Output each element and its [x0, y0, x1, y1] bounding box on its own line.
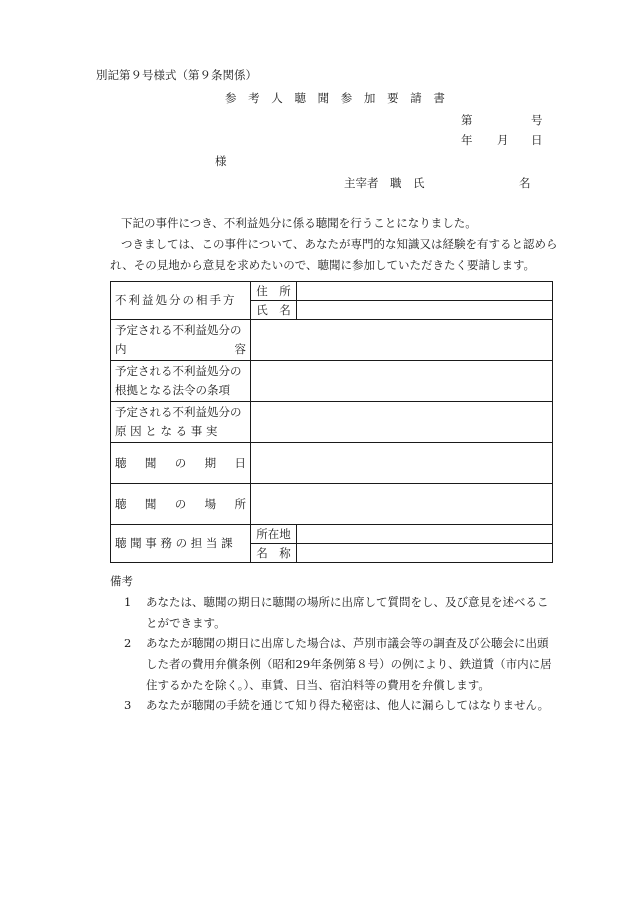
place-label-char: 場 — [204, 496, 217, 511]
remark-number: 2 — [124, 636, 132, 650]
office-name-field[interactable] — [297, 544, 553, 563]
hearing-info-table — [110, 281, 553, 563]
content-label-line-2 — [115, 340, 246, 359]
remark-item — [124, 633, 554, 696]
office-label-cell — [111, 525, 251, 563]
organizer-title: 主宰者 職 氏 — [344, 176, 425, 190]
party-address-field[interactable] — [297, 282, 553, 301]
document-number-suffix: 号 — [531, 113, 543, 127]
date-label-char: 聞 — [144, 455, 157, 470]
cause-label-cell — [111, 402, 251, 443]
office-name-label: 名 称 — [251, 544, 297, 563]
party-label-cell — [111, 282, 251, 320]
cause-field[interactable] — [251, 402, 553, 443]
date-day-label: 日 — [531, 133, 543, 147]
remark-text: あなたは、聴聞の期日に聴聞の場所に出席して質問をし、及び意見を述べることができます。 — [146, 595, 549, 630]
content-label-char-1: 内 — [115, 342, 127, 356]
place-label-char: 所 — [234, 496, 246, 511]
hearing-date-label — [115, 454, 246, 473]
hearing-place-label — [115, 495, 246, 514]
organizer-name-suffix: 名 — [519, 176, 531, 190]
office-label: 聴 聞 事 務 の 担 当 課 — [115, 536, 233, 550]
content-label-char-2: 容 — [234, 342, 246, 356]
party-label: 不利益処分の相手方 — [115, 293, 237, 307]
date-label-char: 聴 — [115, 455, 127, 470]
remark-item — [124, 695, 554, 716]
place-label-cell — [111, 484, 251, 525]
form-reference: 別記第９号様式（第９条関係） — [96, 68, 257, 82]
basis-label-cell — [111, 361, 251, 402]
remark-text: あなたが聴聞の期日に出席した場合は、芦別市議会等の調査及び公聴会に出頭した者の費用弁償条例（昭和29年条例第８号）の例により、鉄道賃（市内に居住するかたを除く。）、車賃、日当、宿泊料等の費用を弁償します。 — [146, 636, 552, 692]
content-label-line-1: 予定される不利益処分の — [115, 323, 242, 337]
remark-number: 3 — [124, 698, 132, 712]
place-label-char: 聴 — [115, 496, 127, 511]
remark-text: あなたが聴聞の手続を通じて知り得た秘密は、他人に漏らしてはなりません。 — [146, 698, 550, 712]
date-label-cell — [111, 443, 251, 484]
body-paragraph-2-line-1: つきましては、この事件について、あなたが専門的な知識又は経験を有すると認めら — [121, 237, 558, 251]
remark-item — [124, 592, 554, 634]
date-month-label: 月 — [497, 133, 509, 147]
content-field[interactable] — [251, 320, 553, 361]
date-label-char: 期 — [204, 455, 217, 470]
hearing-place-field[interactable] — [251, 484, 553, 525]
date-year-label: 年 — [461, 133, 473, 147]
hearing-date-field[interactable] — [251, 443, 553, 484]
cause-label-line-2: 原 因 と な る 事 実 — [115, 424, 218, 438]
party-address-label: 住 所 — [251, 282, 297, 301]
remarks-heading: 備考 — [110, 574, 133, 588]
recipient-honorific: 様 — [215, 154, 227, 168]
basis-field[interactable] — [251, 361, 553, 402]
office-location-label: 所在地 — [251, 525, 297, 544]
party-name-field[interactable] — [297, 301, 553, 320]
basis-label-line-1: 予定される不利益処分の — [115, 364, 242, 378]
basis-label-line-2: 根拠となる法令の条項 — [115, 383, 230, 397]
body-paragraph-1: 下記の事件につき、不利益処分に係る聴聞を行うことになりました。 — [121, 216, 477, 230]
place-label-char: 聞 — [144, 496, 157, 511]
remark-number: 1 — [124, 595, 132, 609]
cause-label-line-1: 予定される不利益処分の — [115, 405, 242, 419]
document-title: 参 考 人 聴 聞 参 加 要 請 書 — [225, 91, 449, 105]
date-label-char: 日 — [234, 455, 246, 470]
office-location-field[interactable] — [297, 525, 553, 544]
content-label-cell — [111, 320, 251, 361]
document-number-label: 第 — [461, 113, 473, 127]
place-label-char: の — [174, 496, 187, 511]
date-label-char: の — [174, 455, 187, 470]
party-name-label: 氏 名 — [251, 301, 297, 320]
body-paragraph-2-line-2: れ、その見地から意見を求めたいので、聴聞に参加していただきたく要請します。 — [110, 258, 536, 272]
